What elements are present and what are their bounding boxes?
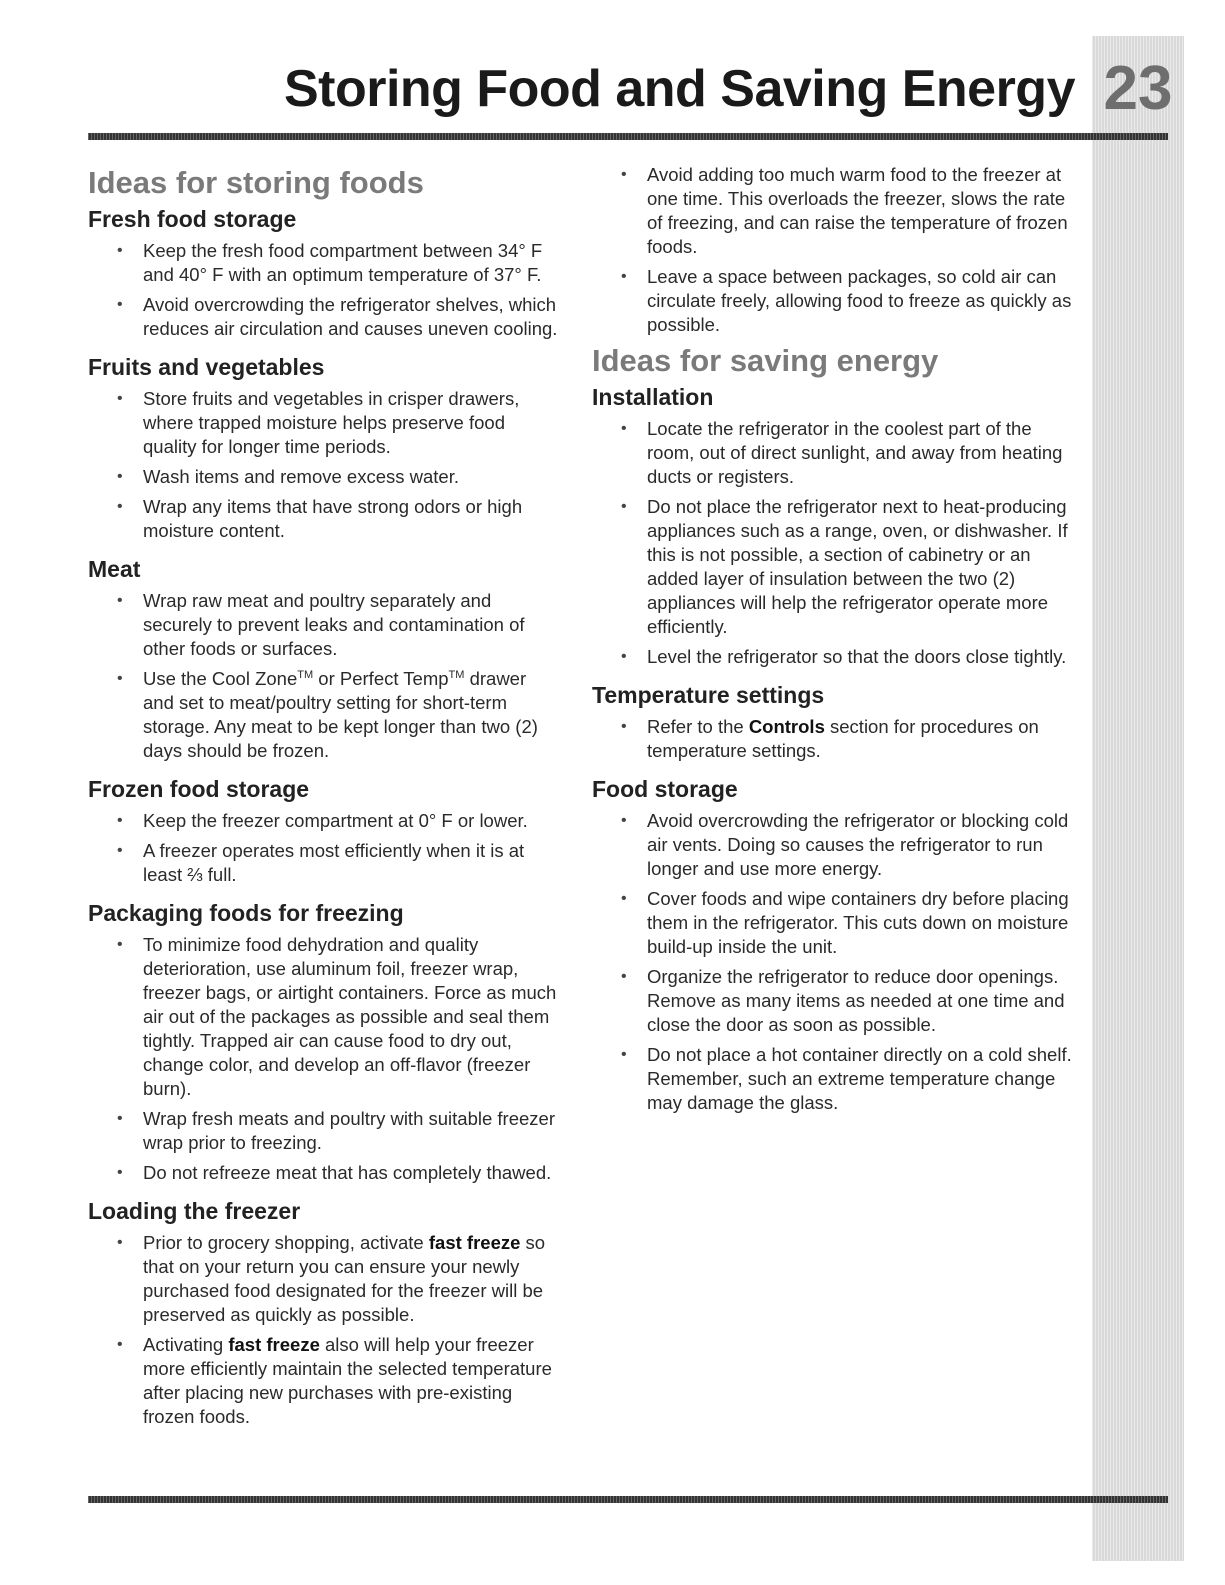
installation-list xyxy=(592,417,1072,669)
text-run: Refer to the xyxy=(647,716,749,737)
heading-loading-freezer: Loading the freezer xyxy=(88,1198,301,1224)
trademark: TM xyxy=(297,668,314,681)
list-item: • To minimize food dehydration and quality deterioration, use aluminum foil, freezer wrap, freezer bags, or airtight containers. Force as much air out of the packages as possible and seal them tightly. Trapped air can cause food to dry out, change color, and develop an off-flavor (freezer burn). xyxy=(113,933,558,1101)
heading-food-storage: Food storage xyxy=(592,776,738,802)
list-item: • Avoid overcrowding the refrigerator shelves, which reduces air circulation and causes uneven cooling. xyxy=(113,293,558,341)
freezer-tips-list xyxy=(592,163,1072,337)
bottom-rule xyxy=(88,1496,1168,1503)
temperature-list xyxy=(592,715,1072,763)
text-run: Activating xyxy=(143,1334,229,1355)
text-run: or Perfect Temp xyxy=(313,668,449,689)
bold-term: fast freeze xyxy=(228,1334,320,1355)
list-item: • Wrap fresh meats and poultry with suitable freezer wrap prior to freezing. xyxy=(113,1107,558,1155)
list-item: • Store fruits and vegetables in crisper drawers, where trapped moisture helps preserve food quality for longer time periods. xyxy=(113,387,558,459)
page-tab xyxy=(1092,36,1184,1561)
list-item: • Wrap any items that have strong odors or high moisture content. xyxy=(113,495,558,543)
heading-installation: Installation xyxy=(592,384,714,410)
list-item: • Wash items and remove excess water. xyxy=(113,465,558,489)
text-run: Use the Cool Zone xyxy=(143,668,298,689)
heading-fresh-food: Fresh food storage xyxy=(88,206,297,232)
section-title-saving: Ideas for saving energy xyxy=(592,343,939,378)
left-column xyxy=(88,165,558,1435)
list-item: • Level the refrigerator so that the doors close tightly. xyxy=(617,645,1072,669)
list-item xyxy=(113,667,558,763)
list-item: • Locate the refrigerator in the coolest part of the room, out of direct sunlight, and away from heating ducts or registers. xyxy=(617,417,1072,489)
list-item xyxy=(113,1231,558,1327)
meat-list xyxy=(88,589,558,763)
page-title: Storing Food and Saving Energy xyxy=(283,60,1075,118)
list-item: • Keep the freezer compartment at 0° F or lower. xyxy=(113,809,558,833)
food-storage-list xyxy=(592,809,1072,1115)
list-item: • Do not refreeze meat that has completely thawed. xyxy=(113,1161,558,1185)
page-number: 23 xyxy=(1103,54,1173,123)
list-item: • Do not place the refrigerator next to heat-producing appliances such as a range, oven, or dishwasher. If this is not possible, a section of cabinetry or an added layer of insulation between the two (2) appliances will help the refrigerator operate more efficiently. xyxy=(617,495,1072,639)
heading-frozen-food: Frozen food storage xyxy=(88,776,310,802)
list-item: • Cover foods and wipe containers dry before placing them in the refrigerator. This cuts down on moisture build-up inside the unit. xyxy=(617,887,1072,959)
list-item: • Keep the fresh food compartment between 34° F and 40° F with an optimum temperature of 37° F. xyxy=(113,239,558,287)
bold-term: Controls xyxy=(748,716,825,737)
top-rule xyxy=(88,133,1168,140)
text-run: drawer and set to meat/poultry setting for short-term storage. Any meat to be kept longer than two (2) days should be frozen. xyxy=(143,668,538,761)
list-item: • Avoid adding too much warm food to the freezer at one time. This overloads the freezer, slows the rate of freezing, and can raise the temperature of frozen foods. xyxy=(617,163,1072,259)
bold-term: fast freeze xyxy=(428,1232,521,1253)
list-item xyxy=(617,715,1072,763)
trademark: TM xyxy=(448,668,465,681)
text-run: so that on your return you can ensure your newly purchased food designated for the freezer will be preserved as quickly as possible. xyxy=(143,1232,546,1325)
list-item: • Wrap raw meat and poultry separately and securely to prevent leaks and contamination of other foods or surfaces. xyxy=(113,589,558,661)
text-run: Prior to grocery shopping, activate xyxy=(143,1232,429,1253)
heading-packaging: Packaging foods for freezing xyxy=(88,900,404,926)
text-run: section for procedures on temperature settings. xyxy=(647,716,1039,761)
list-item: • Organize the refrigerator to reduce door openings. Remove as many items as needed at one time and close the door as soon as possible. xyxy=(617,965,1072,1037)
list-item: • Leave a space between packages, so cold air can circulate freely, allowing food to freeze as quickly as possible. xyxy=(617,265,1072,337)
right-column xyxy=(592,163,1072,1121)
text-run: also will help your freezer more efficiently maintain the selected temperature after placing new purchases with pre-existing frozen foods. xyxy=(143,1334,552,1427)
loading-list xyxy=(88,1231,558,1429)
list-item: • Avoid overcrowding the refrigerator or blocking cold air vents. Doing so causes the refrigerator to run longer and use more energy. xyxy=(617,809,1072,881)
frozen-list xyxy=(88,809,558,887)
section-title-storing: Ideas for storing foods xyxy=(88,165,424,200)
heading-temperature-settings: Temperature settings xyxy=(592,682,825,708)
fresh-food-list xyxy=(88,239,558,341)
list-item: • Do not place a hot container directly on a cold shelf. Remember, such an extreme temperature change may damage the glass. xyxy=(617,1043,1072,1115)
list-item xyxy=(113,1333,558,1429)
fruits-list xyxy=(88,387,558,543)
packaging-list xyxy=(88,933,558,1185)
heading-fruits-vegetables: Fruits and vegetables xyxy=(88,354,325,380)
list-item: • A freezer operates most efficiently when it is at least ⅔ full. xyxy=(113,839,558,887)
heading-meat: Meat xyxy=(88,556,141,582)
